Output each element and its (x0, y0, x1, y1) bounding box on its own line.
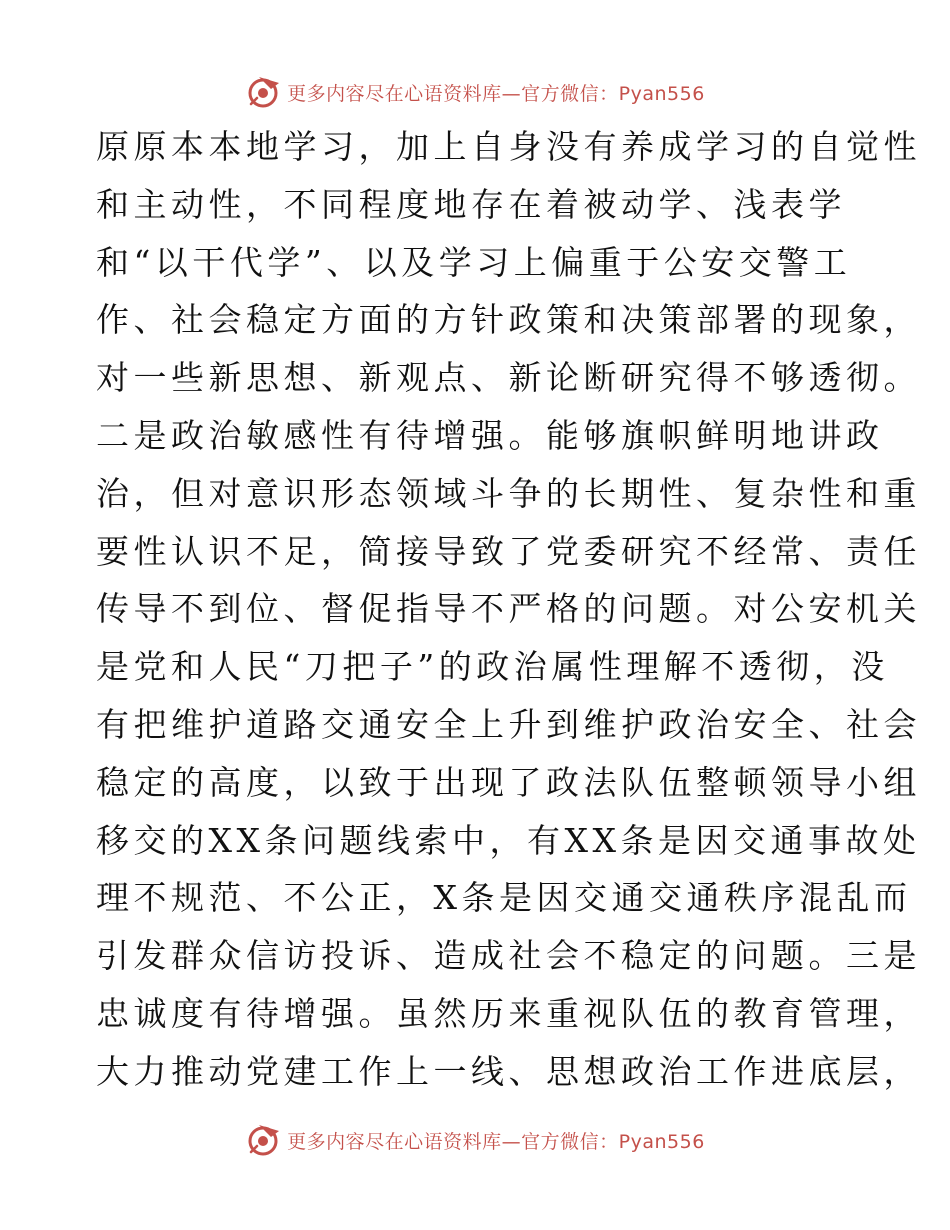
watermark-text: 更多内容尽在心语资料库—官方微信：Pyan556 (287, 82, 705, 105)
body-line: 要性认识不足，简接导致了党委研究不经常、责任 (96, 531, 921, 571)
document-body (96, 118, 921, 1101)
body-line: 大力推动党建工作上一线、思想政治工作进底层， (96, 1051, 921, 1091)
body-line: 移交的XX条问题线索中，有XX条是因交通事故处 (96, 820, 921, 860)
body-line: 和“以干代学”、以及学习上偏重于公安交警工 (96, 242, 852, 282)
body-line: 传导不到位、督促指导不严格的问题。对公安机关 (96, 589, 921, 629)
quill-seal-icon (245, 74, 281, 110)
body-line: 理不规范、不公正，X条是因交通交通秩序混乱而 (96, 878, 912, 918)
footer-watermark (0, 1120, 950, 1160)
watermark-text: 更多内容尽在心语资料库—官方微信：Pyan556 (287, 1130, 705, 1153)
body-line: 二是政治敏感性有待增强。能够旗帜鲜明地讲政 (96, 415, 884, 455)
body-line: 对一些新思想、新观点、新论断研究得不够透彻。 (96, 358, 921, 398)
body-line: 治，但对意识形态领域斗争的长期性、复杂性和重 (96, 473, 921, 513)
body-line: 作、社会稳定方面的方针政策和决策部署的现象， (96, 300, 921, 340)
body-line: 引发群众信访投诉、造成社会不稳定的问题。三是 (96, 936, 921, 976)
body-line: 和主动性，不同程度地存在着被动学、浅表学 (96, 184, 846, 224)
body-line: 有把维护道路交通安全上升到维护政治安全、社会 (96, 704, 921, 744)
body-line: 忠诚度有待增强。虽然历来重视队伍的教育管理， (96, 993, 921, 1033)
body-line: 是党和人民“刀把子”的政治属性理解不透彻，没 (96, 647, 889, 687)
quill-seal-icon (245, 1122, 281, 1158)
body-line: 原原本本地学习，加上自身没有养成学习的自觉性 (96, 127, 921, 166)
header-watermark (0, 72, 950, 112)
body-line: 稳定的高度，以致于出现了政法队伍整顿领导小组 (96, 762, 921, 802)
